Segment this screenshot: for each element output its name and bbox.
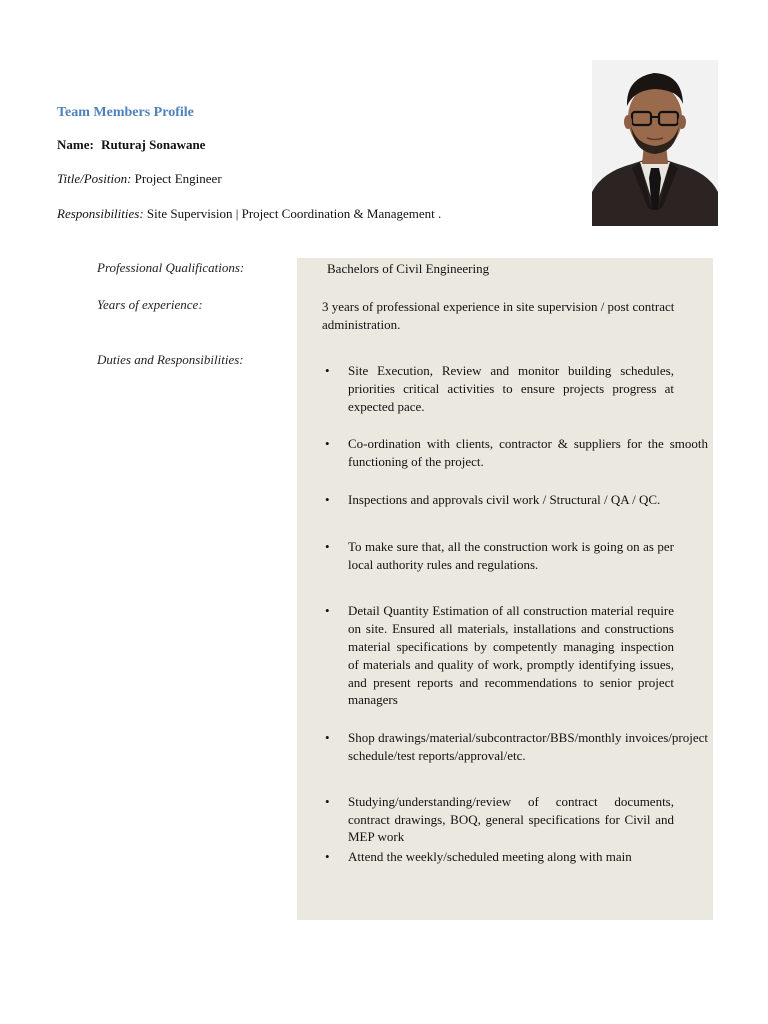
list-item	[322, 602, 674, 709]
bullet-icon: •	[325, 730, 330, 746]
duty-text: Inspections and approvals civil work / Structural / QA / QC.	[348, 491, 661, 507]
duty-text: Attend the weekly/scheduled meeting along with main	[348, 849, 632, 865]
list-item	[322, 435, 708, 471]
list-item	[322, 538, 674, 574]
name-line	[57, 137, 205, 153]
bullet-icon: •	[325, 491, 330, 507]
list-item	[322, 793, 674, 846]
duty-text: Studying/understanding/review of contract documents, contract drawings, BOQ, general specifications for Civil and MEP work	[348, 793, 674, 845]
profile-photo	[592, 60, 718, 226]
bullet-icon: •	[325, 793, 330, 809]
name-value: Ruturaj Sonawane	[101, 137, 206, 152]
duty-text: Shop drawings/material/subcontractor/BBS/monthly invoices/project schedule/test reports/approval/etc.	[348, 730, 708, 763]
list-item	[322, 362, 674, 415]
section-heading: Team Members Profile	[57, 105, 194, 120]
duty-text: Co-ordination with clients, contractor & suppliers for the smooth functioning of the project.	[348, 436, 708, 470]
duties-label: Duties and Responsibilities:	[97, 352, 244, 367]
bullet-icon: •	[325, 436, 330, 452]
bullet-icon: •	[325, 363, 330, 378]
list-item	[322, 491, 708, 509]
duties-list	[322, 362, 708, 866]
person-portrait-icon	[592, 60, 718, 226]
title-line	[57, 171, 222, 187]
duty-text: Detail Quantity Estimation of all construction material require on site. Ensured all materials, installations and constructions material specifications by competently managing inspection of materials and quality of work, promptly identifying issues, and present reports and recommendations to senior project managers	[348, 603, 674, 708]
duty-text: Site Execution, Review and monitor building schedules, priorities critical activities to ensure projects progress at expected pace.	[348, 363, 674, 414]
bullet-icon: •	[325, 538, 330, 554]
bullet-icon: •	[325, 849, 330, 865]
responsibilities-line	[57, 206, 441, 222]
qualifications-value: Bachelors of Civil Engineering	[327, 261, 490, 276]
experience-value: 3 years of professional experience in site supervision / post contract administration.	[322, 299, 675, 332]
bullet-icon: •	[325, 603, 330, 619]
responsibilities-label: Responsibilities:	[57, 206, 144, 221]
experience-label: Years of experience:	[97, 297, 203, 312]
duty-text: To make sure that, all the construction work is going on as per local authority rules and regulations.	[348, 538, 674, 572]
title-value: Project Engineer	[134, 171, 222, 186]
title-label: Title/Position:	[57, 171, 132, 186]
responsibilities-value: Site Supervision | Project Coordination & Management .	[146, 206, 442, 221]
list-item	[322, 729, 708, 765]
name-label: Name:	[57, 137, 94, 152]
qualifications-label: Professional Qualifications:	[97, 260, 245, 275]
list-item	[322, 848, 708, 866]
